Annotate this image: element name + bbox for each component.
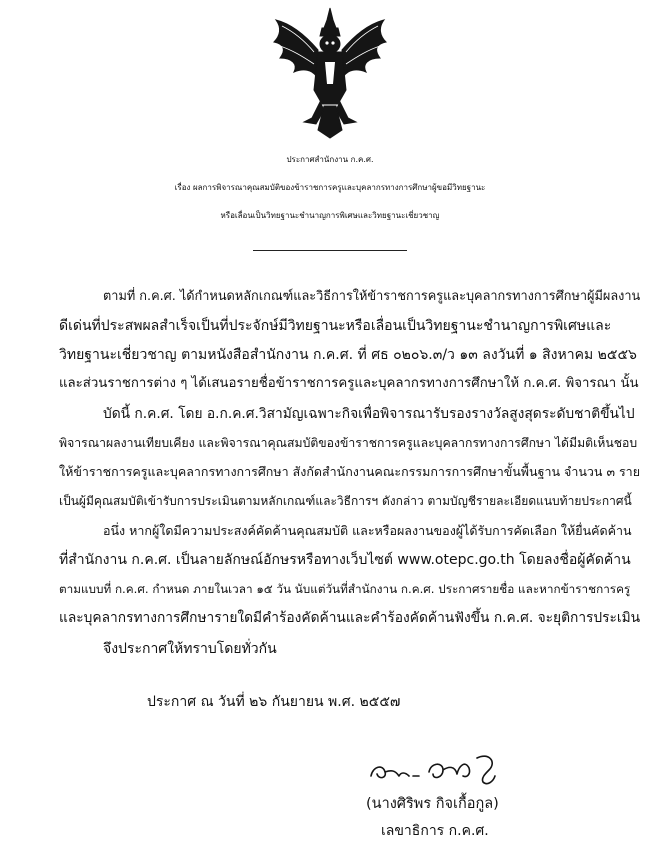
header-divider xyxy=(253,250,407,251)
paragraph-3-line-2: ที่สำนักงาน ก.ค.ศ. เป็นลายลักษณ์อักษรหรือทางเว็บไซต์ www.otepc.go.th โดยลงชื่อผู้คัดค้าน xyxy=(59,552,631,568)
handwritten-signature-icon xyxy=(365,748,505,790)
announcement-date: ประกาศ ณ วันที่ ๒๖ กันยายน พ.ศ. ๒๕๕๗ xyxy=(147,694,401,710)
closing-statement: จึงประกาศให้ทราบโดยทั่วกัน xyxy=(103,641,277,657)
paragraph-1-line-4: และส่วนราชการต่าง ๆ ได้เสนอรายชื่อข้าราชการครูและบุคลากรทางการศึกษาให้ ก.ค.ศ. พิจารณา นั้น xyxy=(59,376,639,391)
paragraph-1-line-2: ดีเด่นที่ประสพผลสำเร็จเป็นที่ประจักษ์มีวิทยฐานะหรือเลื่อนเป็นวิทยฐานะชำนาญการพิเศษและ xyxy=(59,318,612,334)
paragraph-2-line-3: ให้ข้าราชการครูและบุคลากรทางการศึกษา สังกัดสำนักงานคณะกรรมการการศึกษาขั้นพื้นฐาน จำนวน ๓ ราย xyxy=(59,464,641,479)
signatory-position: เลขาธิการ ก.ค.ศ. xyxy=(381,823,489,839)
paragraph-2-line-4: เป็นผู้มีคุณสมบัติเข้ารับการประเมินตามหลักเกณฑ์และวิธีการฯ ดังกล่าว ตามบัญชีรายละเอียดแนบท้ายประกาศนี้ xyxy=(59,494,632,508)
signatory-name: (นางศิริพร กิจเกื้อกูล) xyxy=(366,796,499,812)
paragraph-3-line-3: ตามแบบที่ ก.ค.ศ. กำหนด ภายในเวลา ๑๕ วัน นับแต่วันที่สำนักงาน ก.ค.ศ. ประกาศรายชื่อ และหากข้าราชการครู xyxy=(59,582,631,596)
announcement-subject-continued: หรือเลื่อนเป็นวิทยฐานะชำนาญการพิเศษและวิทยฐานะเชี่ยวชาญ xyxy=(220,211,440,220)
paragraph-3-line-4: และบุคลากรทางการศึกษารายใดมีคำร้องคัดค้านและคำร้องคัดค้านฟังขึ้น ก.ค.ศ. จะยุติการประเมิน xyxy=(59,610,641,626)
paragraph-1-line-3: วิทยฐานะเชี่ยวชาญ ตามหนังสือสำนักงาน ก.ค.ศ. ที่ ศธ ๐๒๐๖.๓/ว ๑๓ ลงวันที่ ๑ สิงหาคม ๒๕๕๖ xyxy=(59,347,637,363)
paragraph-1-line-1: ตามที่ ก.ค.ศ. ได้กำหนดหลักเกณฑ์และวิธีการให้ข้าราชการครูและบุคลากรทางการศึกษาผู้มีผลงาน xyxy=(103,289,641,304)
paragraph-2-line-2: พิจารณาผลงานเทียบเคียง และพิจารณาคุณสมบัติของข้าราชการครูและบุคลากรทางการศึกษา ได้มีมติเห็นชอบ xyxy=(59,436,638,450)
announcement-title: ประกาศสำนักงาน ก.ค.ศ. xyxy=(286,155,374,164)
garuda-emblem-icon xyxy=(270,6,390,142)
paragraph-3-line-1: อนึ่ง หากผู้ใดมีความประสงค์คัดค้านคุณสมบัติ และหรือผลงานของผู้ได้รับการคัดเลือก ให้ยื่นคัดค้าน xyxy=(103,523,632,538)
announcement-subject: เรื่อง ผลการพิจารณาคุณสมบัติของข้าราชการครูและบุคลากรทางการศึกษาผู้ขอมีวิทยฐานะ xyxy=(174,183,486,192)
paragraph-2-line-1: บัดนี้ ก.ค.ศ. โดย อ.ก.ค.ศ.วิสามัญเฉพาะกิจเพื่อพิจารณารับรองรางวัลสูงสุดระดับชาติขึ้นไป xyxy=(103,406,635,422)
